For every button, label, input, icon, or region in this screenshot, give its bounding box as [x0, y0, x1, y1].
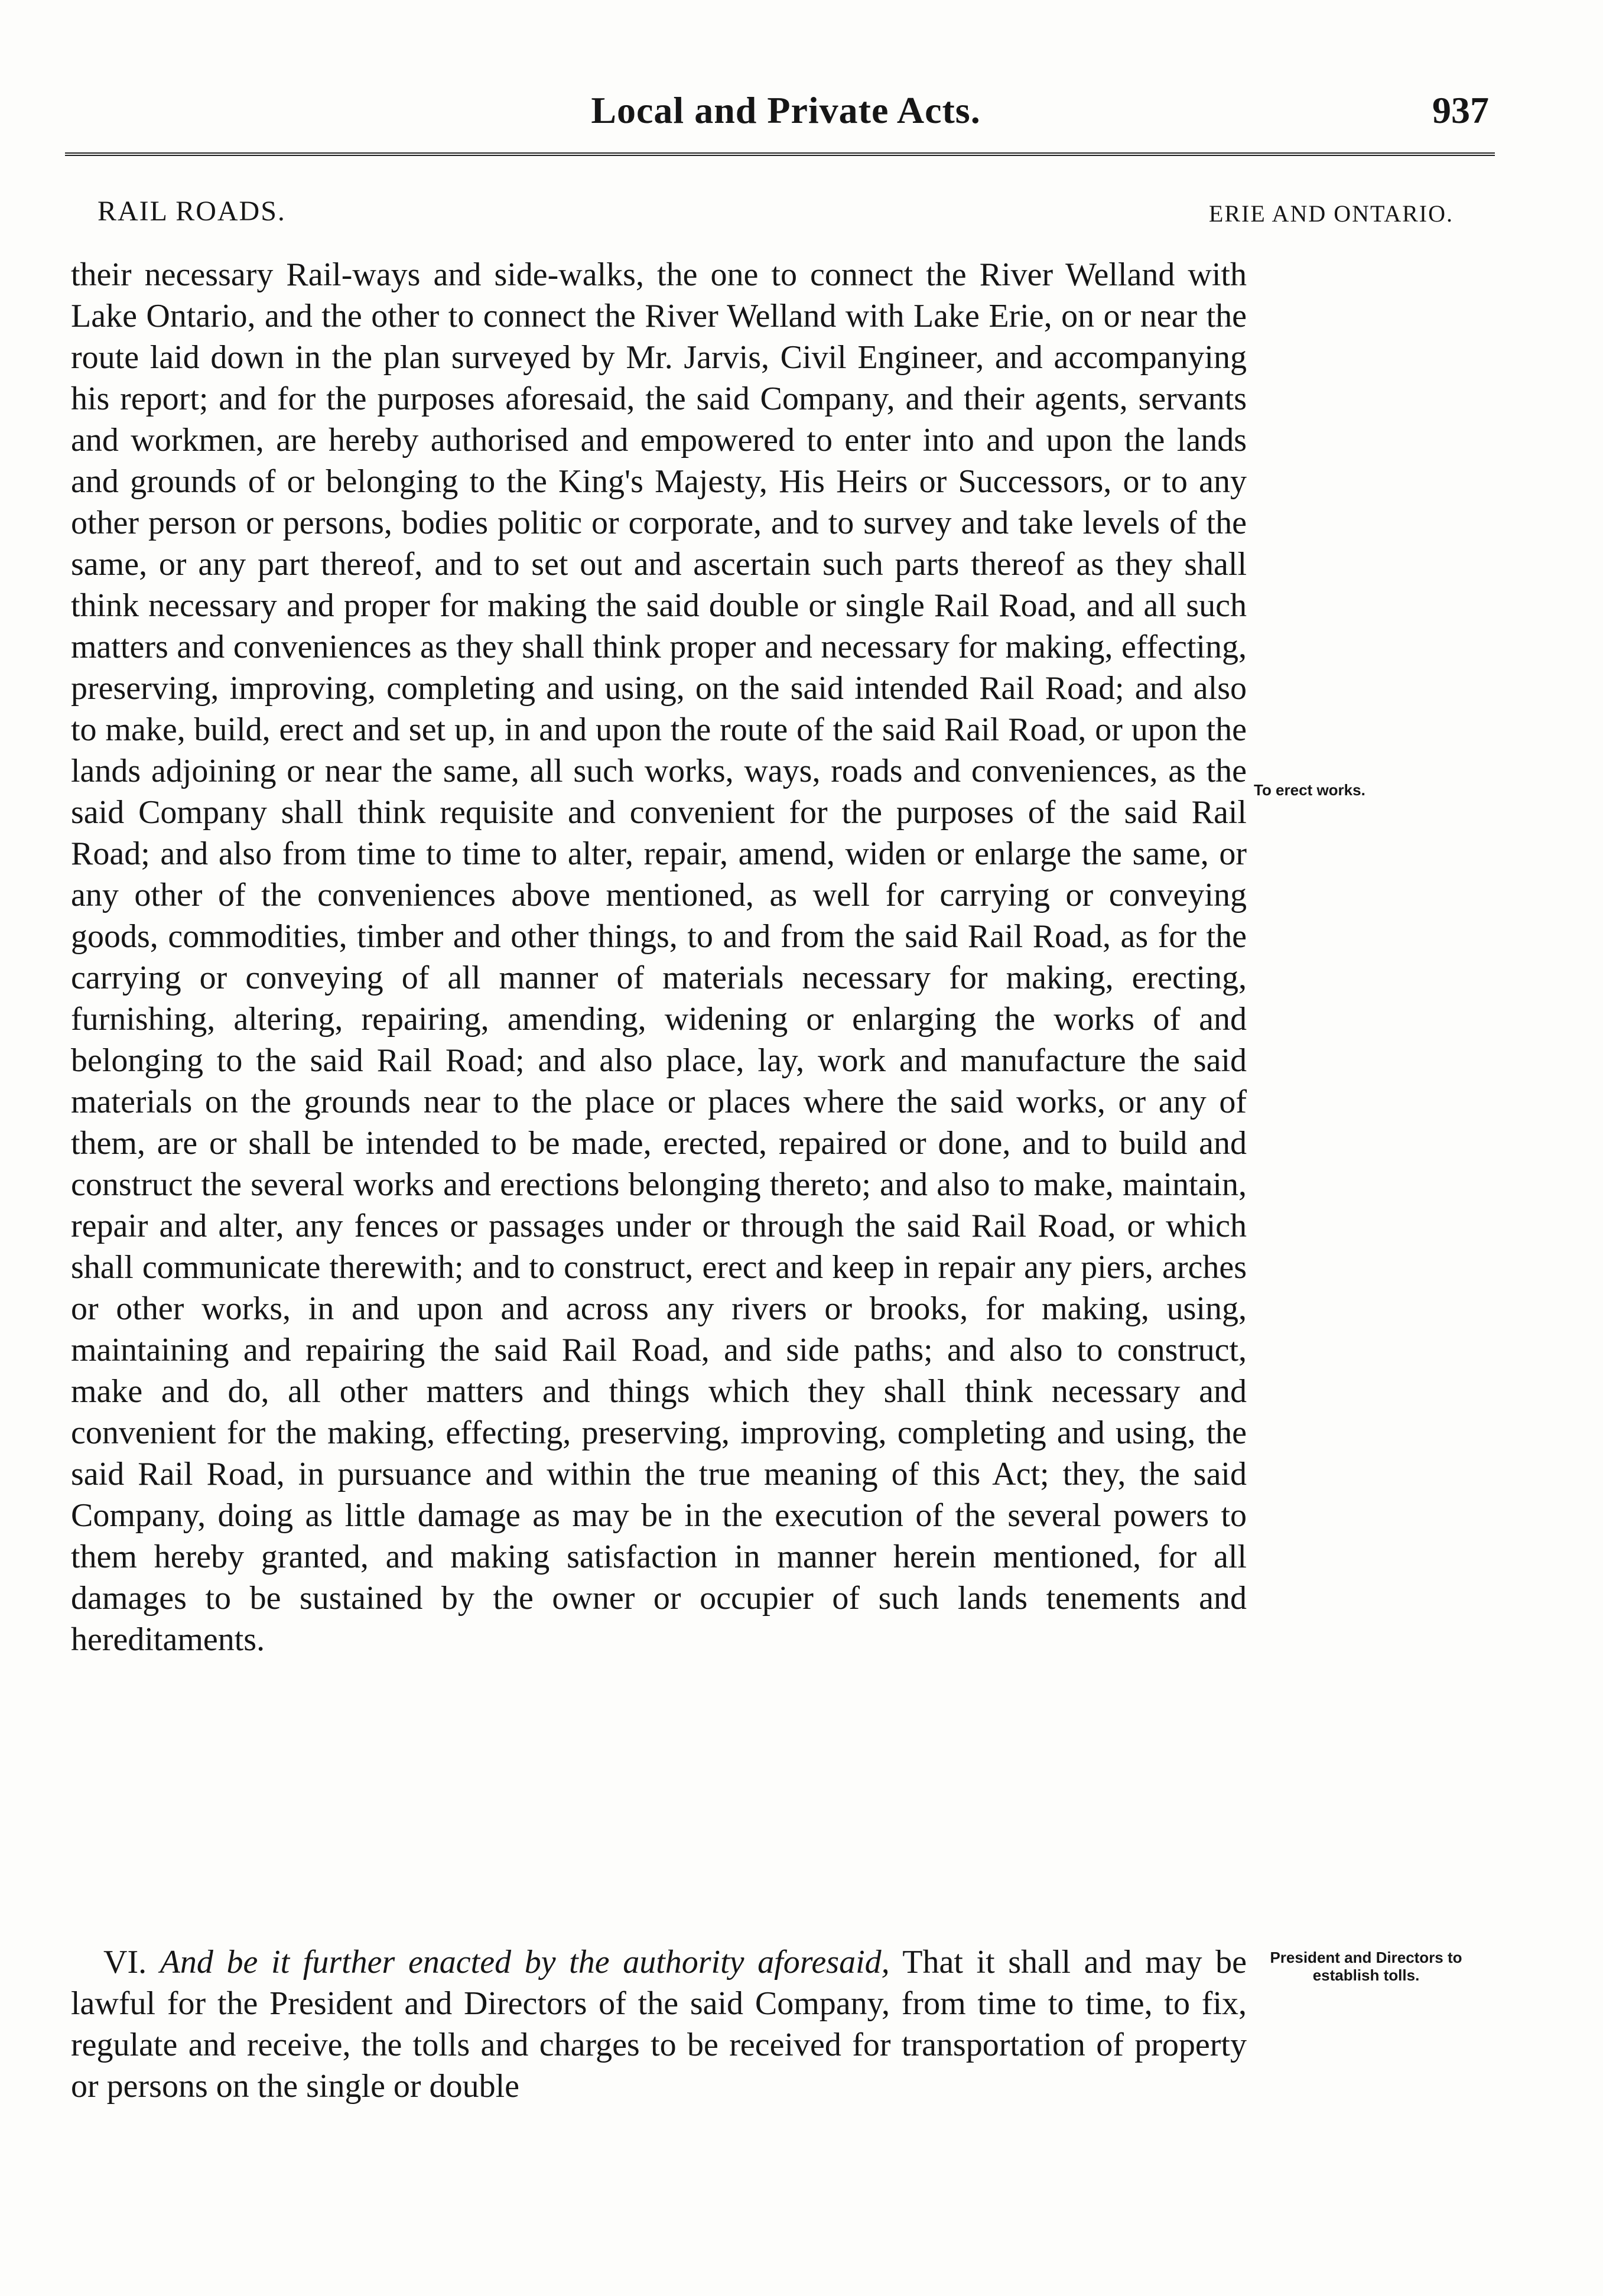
section-number: VI. — [103, 1944, 147, 1980]
body-paragraph-2 — [71, 1941, 1247, 2107]
header-rule — [65, 152, 1495, 156]
enacting-clause: And be it further enacted by the authority aforesaid, — [160, 1944, 890, 1980]
section-heading-left: RAIL ROADS. — [97, 196, 286, 227]
page-number: 937 — [1432, 89, 1489, 131]
running-head: Local and Private Acts. — [591, 89, 981, 131]
margin-note-erect-works: To erect works. — [1254, 781, 1365, 799]
paragraph-2-text: That it shall and may be lawful for the President and Directors of the said Company, from time to time, to fix, regulate and receive, the tolls and charges to be received for transportation of property or persons on the single or double — [71, 1944, 1247, 2105]
body-paragraph-1: their necessary Rail-ways and side-walks, the one to connect the River Welland with Lake Ontario, and the other to connect the River Welland with Lake Erie, on or near the route laid down in the plan surveyed by Mr. Jarvis, Civil Engineer, and accompanying his report; and for the purposes aforesaid, the said Company, and their agents, servants and workmen, are hereby authorised and empowered to enter into and upon the lands and grounds of or belonging to the King's Majesty, His Heirs or Successors, or to any other person or persons, bodies politic or corporate, and to survey and take levels of the same, or any part thereof, and to set out and ascertain such parts thereof as they shall think necessary and proper for making the said double or single Rail Road, and all such matters and conveniences as they shall think proper and necessary for making, effecting, preserving, improving, completing and using, on the said intended Rail Road; and also to make, build, erect and set up, in and upon the route of the said Rail Road, or upon the lands adjoining or near the same, all such works, ways, roads and conveniences, as the said Company shall think requisite and convenient for the purposes of the said Rail Road; and also from time to time to alter, repair, amend, widen or enlarge the same, or any other of the conveniences above mentioned, as well for carrying or conveying goods, commodities, timber and other things, to and from the said Rail Road, as for the carrying or conveying of all manner of materials necessary for making, erecting, furnishing, altering, repairing, amending, widening or enlarging the works of and belonging to the said Rail Road; and also place, lay, work and manufacture the said materials on the grounds near to the place or places where the said works, or any of them, are or shall be intended to be made, erected, repaired or done, and to build and construct the several works and erections belonging thereto; and also to make, maintain, repair and alter, any fences or passages under or through the said Rail Road, or which shall communicate therewith; and to construct, erect and keep in repair any piers, arches or other works, in and upon and across any rivers or brooks, for making, using, maintaining and repairing the said Rail Road, and side paths; and also to construct, make and do, all other matters and things which they shall think necessary and convenient for the making, effecting, preserving, improving, completing and using, the said Rail Road, in pursuance and within the true meaning of this Act; they, the said Company, doing as little damage as may be in the execution of the several powers to them hereby granted, and making satisfaction in manner herein mentioned, for all damages to be sustained by the owner or occupier of such lands tenements and hereditaments. — [71, 256, 1247, 1658]
margin-note-tolls: President and Directors to establish tolls. — [1270, 1949, 1462, 1984]
section-heading-right: ERIE AND ONTARIO. — [1208, 200, 1454, 227]
